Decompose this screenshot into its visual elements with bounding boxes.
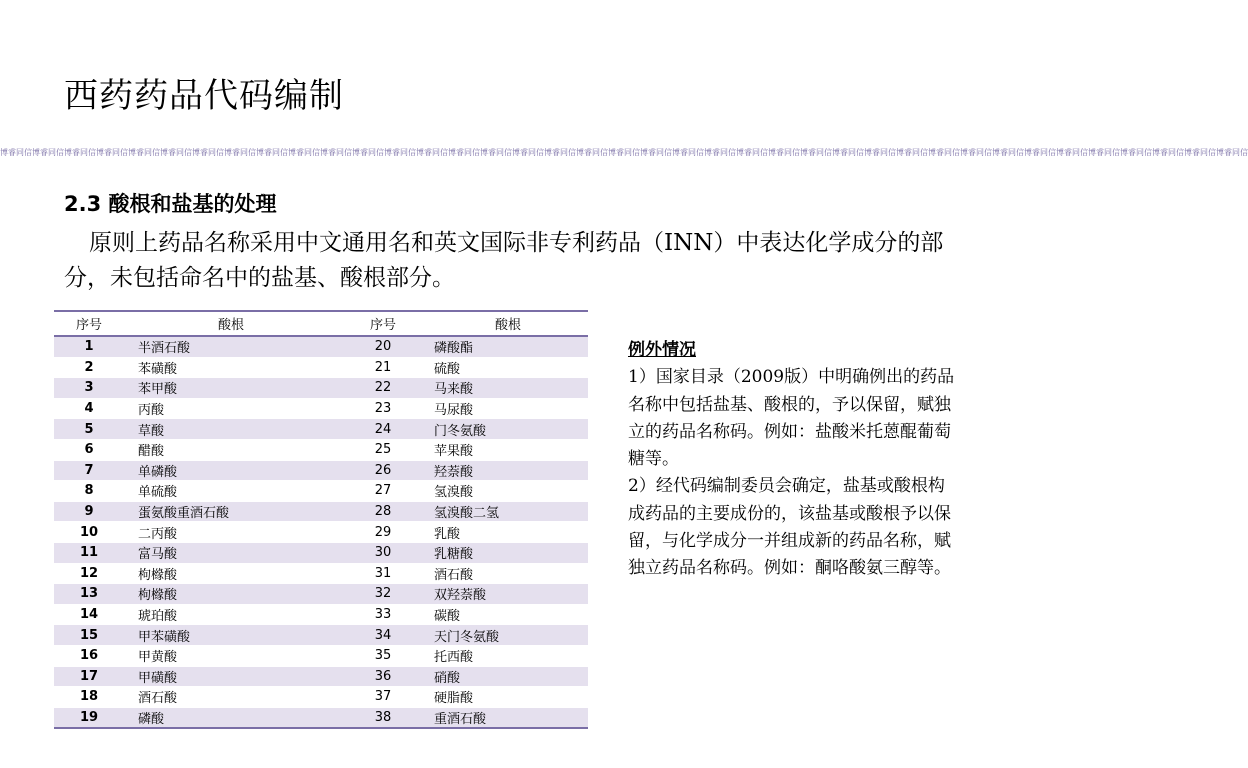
exception-item-2: 2）经代码编制委员会确定，盐基或酸根构成药品的主要成份的，该盐基或酸根予以保留，与化学成分一并组成新的药品名称，赋独立药品名称码。例如：酮咯酸氨三醇等。 <box>628 476 951 579</box>
row-acid-right: 重酒石酸 <box>428 707 588 728</box>
exceptions-panel <box>628 337 958 583</box>
row-acid-right: 门冬氨酸 <box>428 419 588 440</box>
row-acid-right: 硝酸 <box>428 666 588 687</box>
header-acid-2: 酸根 <box>428 311 588 336</box>
exception-item-1: 1）国家目录（2009版）中明确例出的药品名称中包括盐基、酸根的，予以保留，赋独立的药品名称码。例如：盐酸米托蒽醌葡萄糖等。 <box>628 367 955 470</box>
table-row <box>54 398 588 419</box>
row-no-left: 11 <box>54 542 124 563</box>
row-acid-right: 乳酸 <box>428 522 588 543</box>
row-acid-left: 二丙酸 <box>124 522 338 543</box>
row-no-right: 28 <box>338 501 428 522</box>
row-acid-left: 丙酸 <box>124 398 338 419</box>
table-row <box>54 439 588 460</box>
row-no-left: 8 <box>54 481 124 502</box>
row-acid-right: 酒石酸 <box>428 563 588 584</box>
acid-radical-table-wrap <box>54 310 588 729</box>
section-heading: 2.3 酸根和盐基的处理 <box>64 192 277 216</box>
row-no-right: 21 <box>338 357 428 378</box>
row-acid-left: 酒石酸 <box>124 687 338 708</box>
row-no-right: 31 <box>338 563 428 584</box>
row-acid-left: 甲苯磺酸 <box>124 625 338 646</box>
row-no-left: 12 <box>54 563 124 584</box>
table-row <box>54 481 588 502</box>
table-row <box>54 687 588 708</box>
row-acid-right: 碳酸 <box>428 604 588 625</box>
row-no-right: 20 <box>338 336 428 357</box>
row-no-right: 26 <box>338 460 428 481</box>
row-acid-right: 氢溴酸 <box>428 481 588 502</box>
row-no-right: 33 <box>338 604 428 625</box>
table-row <box>54 460 588 481</box>
row-no-right: 36 <box>338 666 428 687</box>
table-row <box>54 604 588 625</box>
slide-title: 西药药品代码编制 <box>64 76 344 116</box>
table-body <box>54 336 588 728</box>
row-no-left: 5 <box>54 419 124 440</box>
row-acid-left: 磷酸 <box>124 707 338 728</box>
exceptions-title: 例外情况 <box>628 340 696 360</box>
row-no-left: 19 <box>54 707 124 728</box>
row-acid-left: 琥珀酸 <box>124 604 338 625</box>
row-acid-left: 甲磺酸 <box>124 666 338 687</box>
row-acid-left: 枸橼酸 <box>124 584 338 605</box>
row-acid-left: 半酒石酸 <box>124 336 338 357</box>
row-no-right: 34 <box>338 625 428 646</box>
row-acid-right: 羟萘酸 <box>428 460 588 481</box>
row-no-left: 16 <box>54 645 124 666</box>
table-row <box>54 336 588 357</box>
table-row <box>54 645 588 666</box>
row-no-left: 18 <box>54 687 124 708</box>
row-acid-right: 马尿酸 <box>428 398 588 419</box>
row-acid-right: 苹果酸 <box>428 439 588 460</box>
intro-paragraph: 原则上药品名称采用中文通用名和英文国际非专利药品（INN）中表达化学成分的部分，未包括命名中的盐基、酸根部分。 <box>64 230 944 291</box>
table-row <box>54 563 588 584</box>
row-no-right: 24 <box>338 419 428 440</box>
header-no-1: 序号 <box>54 311 124 336</box>
table-row <box>54 357 588 378</box>
table-row <box>54 522 588 543</box>
row-acid-left: 富马酸 <box>124 542 338 563</box>
row-acid-right: 氢溴酸二氢 <box>428 501 588 522</box>
row-acid-right: 乳糖酸 <box>428 542 588 563</box>
row-acid-right: 双羟萘酸 <box>428 584 588 605</box>
table-row <box>54 501 588 522</box>
row-acid-left: 甲黄酸 <box>124 645 338 666</box>
row-acid-left: 苯甲酸 <box>124 378 338 399</box>
table-header-row <box>54 311 588 336</box>
row-acid-left: 蛋氨酸重酒石酸 <box>124 501 338 522</box>
watermark-strip: 博睿同信博睿同信博睿同信博睿同信博睿同信博睿同信博睿同信博睿同信博睿同信博睿同信博睿同信博睿同信博睿同信博睿同信博睿同信博睿同信博睿同信博睿同信博睿同信博睿同信博睿同信博睿同信博睿同信博睿同信博睿同信博睿同信博睿同信博睿同信博睿同信博睿同信博睿同信博睿同信博睿同信博睿同信博睿同信博睿同信博睿同信博睿同信博睿同信 <box>0 148 1248 157</box>
row-acid-left: 苯磺酸 <box>124 357 338 378</box>
table-row <box>54 378 588 399</box>
row-acid-left: 醋酸 <box>124 439 338 460</box>
table-row <box>54 419 588 440</box>
row-acid-right: 马来酸 <box>428 378 588 399</box>
row-no-left: 9 <box>54 501 124 522</box>
row-acid-left: 单硫酸 <box>124 481 338 502</box>
row-no-right: 23 <box>338 398 428 419</box>
row-no-left: 1 <box>54 336 124 357</box>
row-acid-right: 天门冬氨酸 <box>428 625 588 646</box>
row-no-right: 27 <box>338 481 428 502</box>
row-no-left: 6 <box>54 439 124 460</box>
row-no-right: 25 <box>338 439 428 460</box>
table-row <box>54 584 588 605</box>
row-no-left: 4 <box>54 398 124 419</box>
row-no-left: 10 <box>54 522 124 543</box>
table-row <box>54 666 588 687</box>
row-acid-right: 硫酸 <box>428 357 588 378</box>
row-no-right: 38 <box>338 707 428 728</box>
header-no-2: 序号 <box>338 311 428 336</box>
table-row <box>54 707 588 728</box>
row-no-left: 13 <box>54 584 124 605</box>
table-row <box>54 542 588 563</box>
row-acid-right: 硬脂酸 <box>428 687 588 708</box>
row-no-right: 32 <box>338 584 428 605</box>
row-no-left: 14 <box>54 604 124 625</box>
row-acid-left: 枸橼酸 <box>124 563 338 584</box>
header-acid-1: 酸根 <box>124 311 338 336</box>
table-row <box>54 625 588 646</box>
row-no-right: 29 <box>338 522 428 543</box>
row-no-left: 17 <box>54 666 124 687</box>
row-acid-right: 磷酸酯 <box>428 336 588 357</box>
row-acid-left: 单磷酸 <box>124 460 338 481</box>
row-no-left: 3 <box>54 378 124 399</box>
row-no-right: 22 <box>338 378 428 399</box>
row-acid-left: 草酸 <box>124 419 338 440</box>
row-acid-right: 托西酸 <box>428 645 588 666</box>
acid-radical-table <box>54 310 588 729</box>
row-no-right: 35 <box>338 645 428 666</box>
row-no-right: 30 <box>338 542 428 563</box>
row-no-left: 15 <box>54 625 124 646</box>
row-no-left: 7 <box>54 460 124 481</box>
row-no-right: 37 <box>338 687 428 708</box>
row-no-left: 2 <box>54 357 124 378</box>
